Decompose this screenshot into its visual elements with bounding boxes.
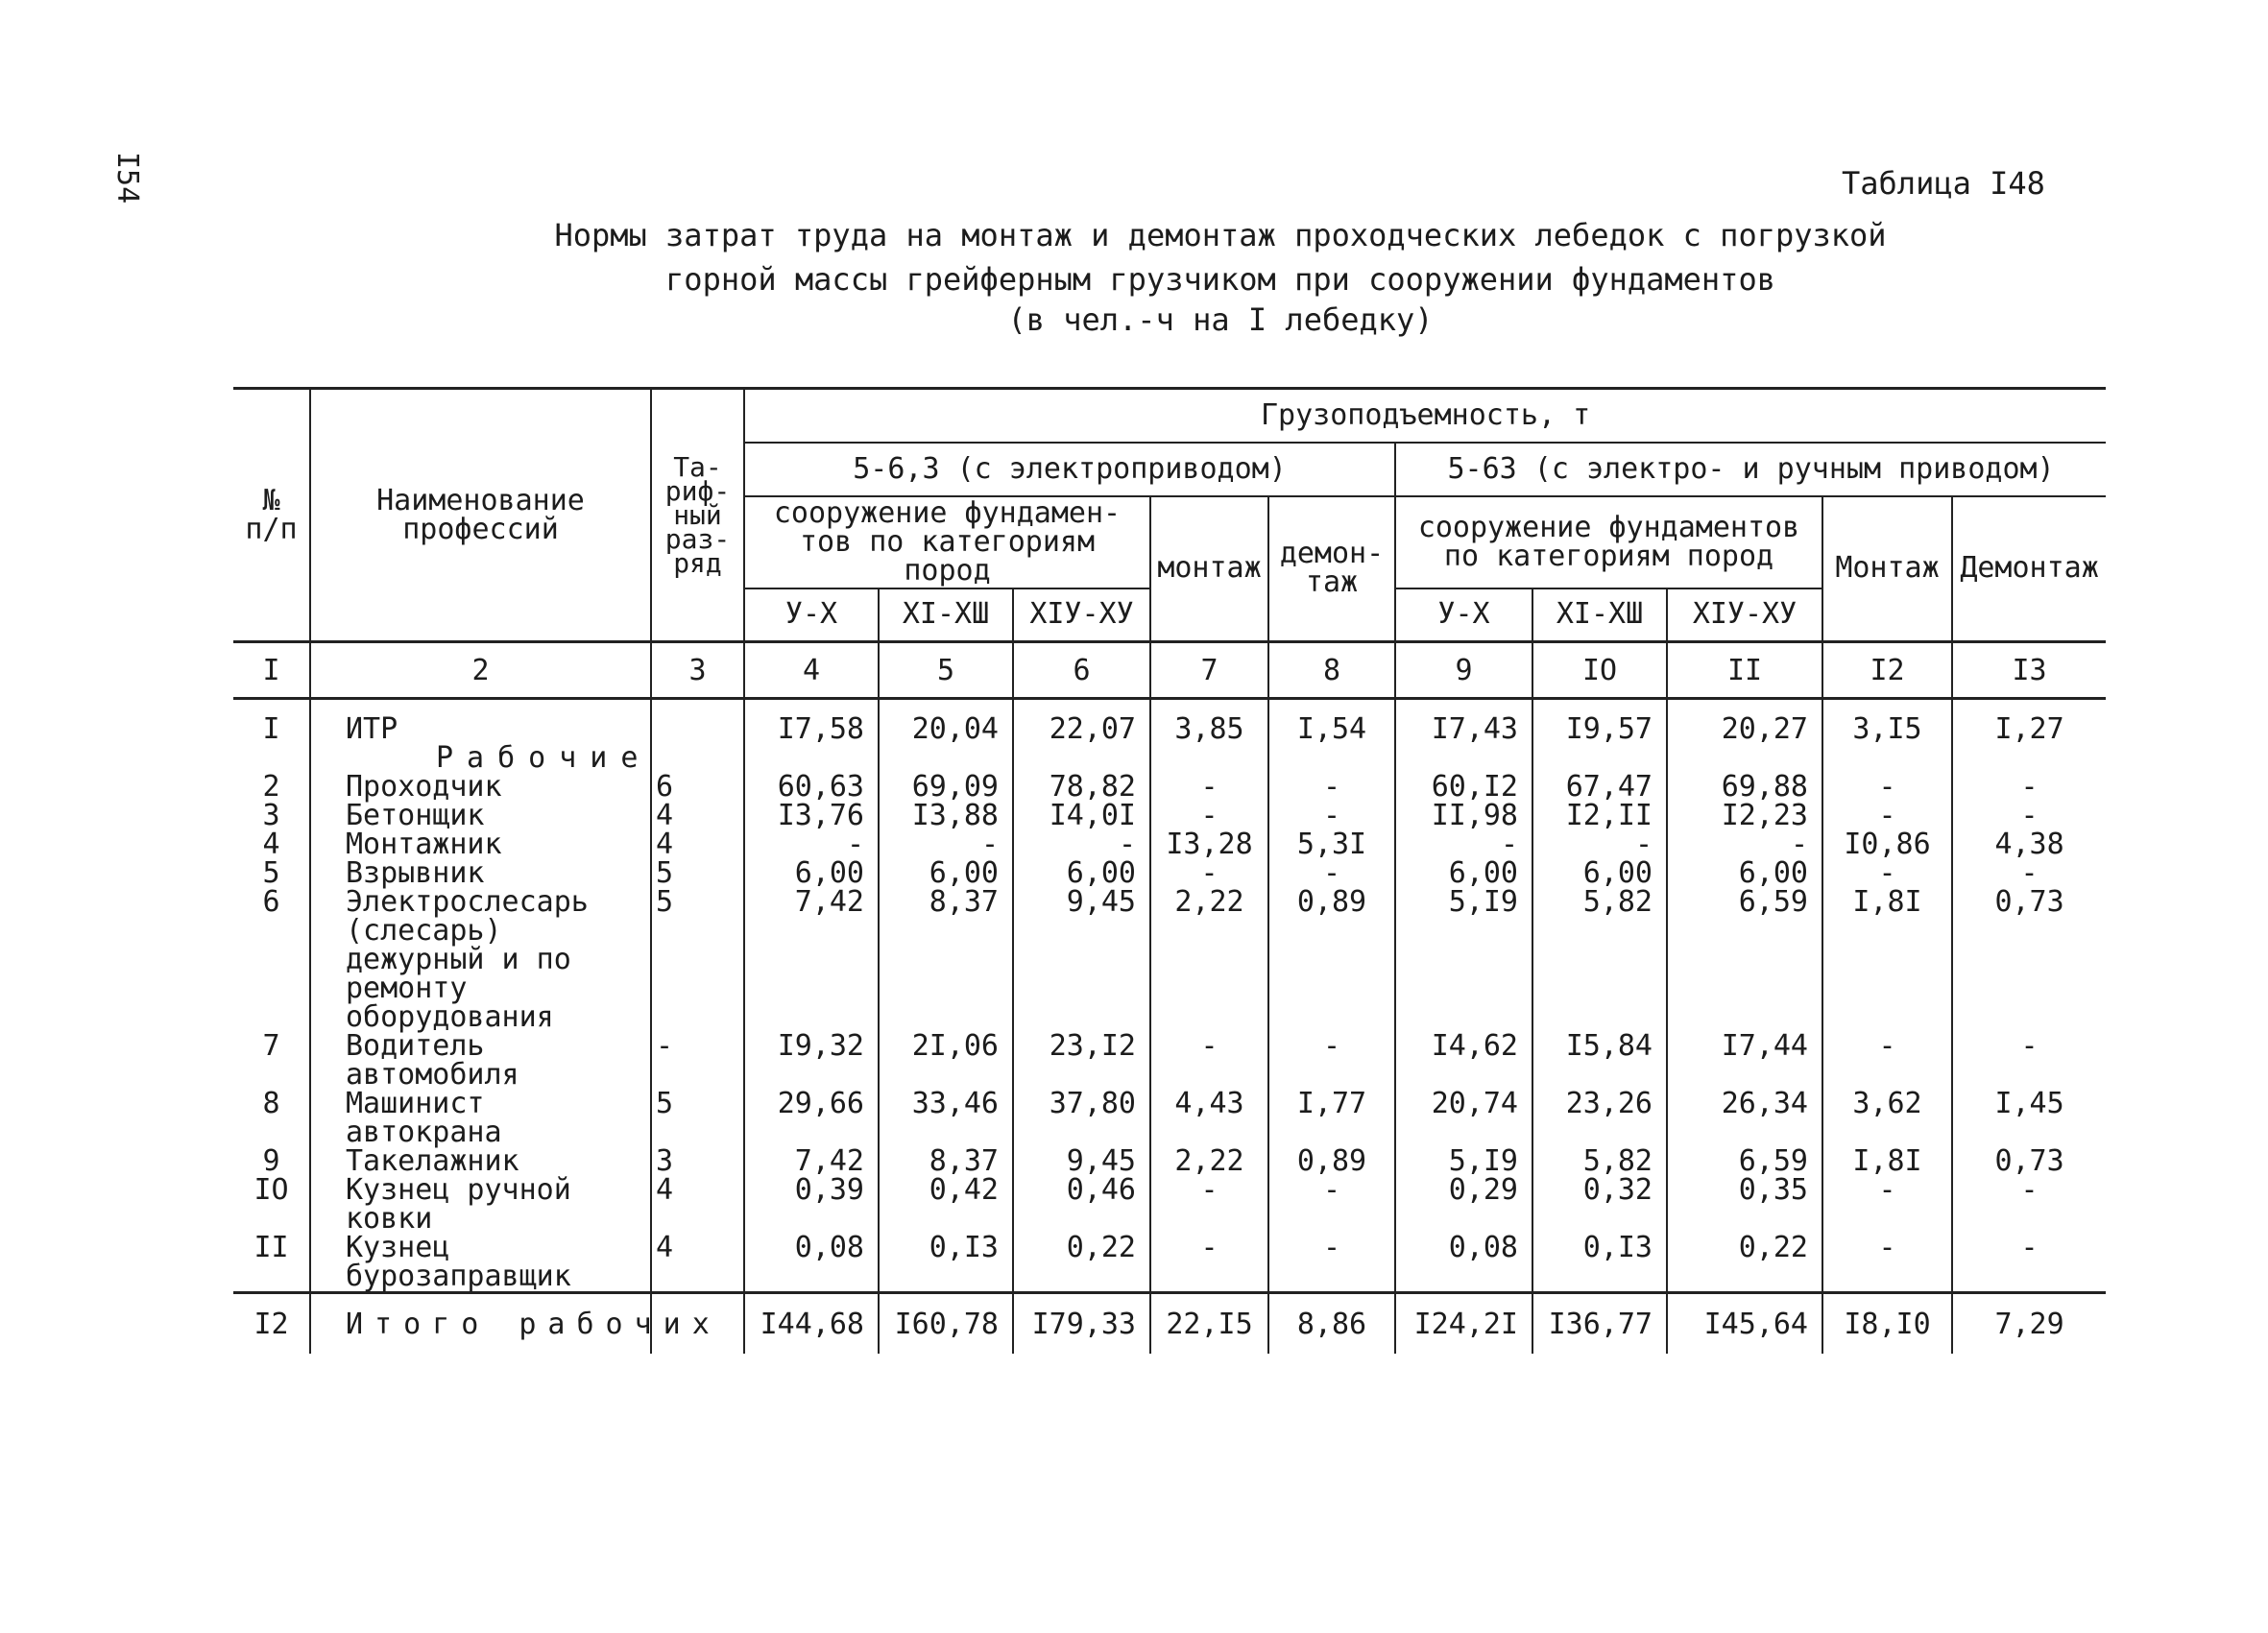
column-number: IO — [1532, 642, 1667, 699]
table-row — [233, 1032, 2106, 1090]
value-cell: 0,08 — [1395, 1234, 1532, 1293]
column-number: 2 — [310, 642, 651, 699]
value-cell: I3,88 — [879, 802, 1013, 830]
value-cell: 67,47 — [1532, 773, 1667, 802]
empty-cell — [651, 744, 744, 773]
header-grade: Та-риф-ный раз-ряд — [651, 389, 744, 642]
tariff-grade: 6 — [651, 773, 744, 802]
column-number: 4 — [744, 642, 879, 699]
value-cell: - — [1150, 773, 1268, 802]
column-number: I — [233, 642, 310, 699]
value-cell: 20,74 — [1395, 1090, 1532, 1147]
tariff-grade: - — [651, 1032, 744, 1090]
table-body — [233, 712, 2106, 1354]
column-number: 9 — [1395, 642, 1532, 699]
value-cell: 6,00 — [1395, 859, 1532, 888]
empty-cell — [1268, 744, 1395, 773]
profession-name: Такелажник — [310, 1147, 651, 1176]
header-cat-a-3: ХIУ-ХУ — [1013, 588, 1150, 642]
value-cell: 2,22 — [1150, 888, 1268, 1032]
value-cell: 6,59 — [1667, 1147, 1822, 1176]
value-cell: I3,28 — [1150, 830, 1268, 859]
column-number: 5 — [879, 642, 1013, 699]
value-cell: I7,58 — [744, 715, 879, 744]
value-cell: 29,66 — [744, 1090, 879, 1147]
table-row — [233, 1293, 2106, 1355]
value-cell: 0,73 — [1952, 1147, 2106, 1176]
value-cell: I44,68 — [744, 1293, 879, 1355]
value-cell: 6,00 — [1532, 859, 1667, 888]
value-cell: I24,2I — [1395, 1293, 1532, 1355]
value-cell: - — [1952, 1234, 2106, 1293]
value-cell: 0,89 — [1268, 888, 1395, 1032]
value-cell: - — [1268, 1234, 1395, 1293]
header-cat-a-1: У-Х — [744, 588, 879, 642]
value-cell: - — [1150, 1234, 1268, 1293]
column-number: I3 — [1952, 642, 2106, 699]
header-mount-b: Монтаж — [1822, 496, 1952, 642]
table-row — [233, 715, 2106, 744]
value-cell: I9,57 — [1532, 715, 1667, 744]
value-cell: - — [1952, 859, 2106, 888]
value-cell: I4,62 — [1395, 1032, 1532, 1090]
header-group-electric: 5-6,3 (с электроприводом) — [744, 443, 1395, 496]
empty-cell — [744, 744, 879, 773]
value-cell: - — [1395, 830, 1532, 859]
row-number: 2 — [233, 773, 310, 802]
header-dismount-b: Демонтаж — [1952, 496, 2106, 642]
value-cell: 23,I2 — [1013, 1032, 1150, 1090]
header-dismount-a: демон-таж — [1268, 496, 1395, 642]
empty-cell — [1667, 744, 1822, 773]
value-cell: 60,I2 — [1395, 773, 1532, 802]
value-cell: - — [1822, 1234, 1952, 1293]
value-cell: 60,63 — [744, 773, 879, 802]
value-cell: - — [879, 830, 1013, 859]
page-number: I54 — [110, 152, 144, 204]
empty-cell — [1013, 744, 1150, 773]
table-row — [233, 1176, 2106, 1234]
value-cell: - — [1822, 1032, 1952, 1090]
value-cell: I4,0I — [1013, 802, 1150, 830]
value-cell: 5,82 — [1532, 888, 1667, 1032]
value-cell: 6,00 — [879, 859, 1013, 888]
section-row — [233, 744, 2106, 773]
tariff-grade — [651, 715, 744, 744]
value-cell: 0,08 — [744, 1234, 879, 1293]
value-cell: 3,62 — [1822, 1090, 1952, 1147]
value-cell: 0,89 — [1268, 1147, 1395, 1176]
value-cell: - — [1822, 773, 1952, 802]
value-cell: 4,38 — [1952, 830, 2106, 859]
table-title-line-3: (в чел.-ч на I лебедку) — [1007, 301, 1434, 338]
table-label: Таблица I48 — [1842, 165, 2045, 202]
value-cell: - — [1952, 773, 2106, 802]
column-number: II — [1667, 642, 1822, 699]
table-row — [233, 773, 2106, 802]
table-row — [233, 859, 2106, 888]
value-cell: - — [1268, 802, 1395, 830]
labor-norms-table — [233, 387, 2106, 1354]
value-cell: - — [1667, 830, 1822, 859]
column-number: 7 — [1150, 642, 1268, 699]
header-mount-a: монтаж — [1150, 496, 1268, 642]
empty-cell — [1532, 744, 1667, 773]
value-cell: - — [744, 830, 879, 859]
profession-name: Кузнец ручной ковки — [310, 1176, 651, 1234]
empty-cell — [1952, 744, 2106, 773]
header-no: № п/п — [233, 389, 310, 642]
value-cell: I0,86 — [1822, 830, 1952, 859]
value-cell: 7,42 — [744, 888, 879, 1032]
table-title-line-2: горной массы грейферным грузчиком при сооружении фундаментов — [665, 261, 1775, 298]
value-cell: 22,07 — [1013, 715, 1150, 744]
table-row — [233, 830, 2106, 859]
value-cell: - — [1150, 1176, 1268, 1234]
table-row — [233, 1147, 2106, 1176]
value-cell: 0,32 — [1532, 1176, 1667, 1234]
row-number: I2 — [233, 1293, 310, 1355]
tariff-grade: 5 — [651, 1090, 744, 1147]
value-cell: - — [1952, 802, 2106, 830]
value-cell: - — [1822, 1176, 1952, 1234]
value-cell: 6,00 — [1667, 859, 1822, 888]
value-cell: 9,45 — [1013, 888, 1150, 1032]
value-cell: - — [1952, 1032, 2106, 1090]
row-number: IO — [233, 1176, 310, 1234]
header-cat-a-2: ХI-ХШ — [879, 588, 1013, 642]
profession-name: Бетонщик — [310, 802, 651, 830]
row-number: 5 — [233, 859, 310, 888]
section-workers-label: Рабочие — [310, 744, 651, 773]
value-cell: 0,35 — [1667, 1176, 1822, 1234]
value-cell: 6,59 — [1667, 888, 1822, 1032]
row-number: 6 — [233, 888, 310, 1032]
value-cell: I2,II — [1532, 802, 1667, 830]
row-number: 8 — [233, 1090, 310, 1147]
column-number: 6 — [1013, 642, 1150, 699]
profession-name: Итого рабочих — [310, 1293, 651, 1355]
value-cell: 6,00 — [744, 859, 879, 888]
header-cat-b-1: У-Х — [1395, 588, 1532, 642]
section-spacer — [233, 744, 310, 773]
value-cell: 5,I9 — [1395, 888, 1532, 1032]
value-cell: 0,42 — [879, 1176, 1013, 1234]
value-cell: - — [1952, 1176, 2106, 1234]
value-cell: I7,44 — [1667, 1032, 1822, 1090]
value-cell: 69,88 — [1667, 773, 1822, 802]
value-cell: I,77 — [1268, 1090, 1395, 1147]
profession-name: Кузнец бурозаправщик — [310, 1234, 651, 1293]
value-cell: 23,26 — [1532, 1090, 1667, 1147]
header-cat-b-3: ХIУ-ХУ — [1667, 588, 1822, 642]
value-cell: I3,76 — [744, 802, 879, 830]
value-cell: 4,43 — [1150, 1090, 1268, 1147]
value-cell: - — [1013, 830, 1150, 859]
value-cell: II,98 — [1395, 802, 1532, 830]
column-number: I2 — [1822, 642, 1952, 699]
value-cell: 22,I5 — [1150, 1293, 1268, 1355]
value-cell: I,27 — [1952, 715, 2106, 744]
value-cell: I8,I0 — [1822, 1293, 1952, 1355]
value-cell: - — [1268, 1176, 1395, 1234]
value-cell: I60,78 — [879, 1293, 1013, 1355]
value-cell: I,54 — [1268, 715, 1395, 744]
value-cell: 3,I5 — [1822, 715, 1952, 744]
value-cell: 8,86 — [1268, 1293, 1395, 1355]
tariff-grade: 4 — [651, 802, 744, 830]
row-number: 9 — [233, 1147, 310, 1176]
value-cell: - — [1268, 1032, 1395, 1090]
profession-name: Монтажник — [310, 830, 651, 859]
header-profession: Наименование профессий — [310, 389, 651, 642]
value-cell: - — [1150, 1032, 1268, 1090]
value-cell: 0,22 — [1667, 1234, 1822, 1293]
value-cell: 0,73 — [1952, 888, 2106, 1032]
value-cell: I2,23 — [1667, 802, 1822, 830]
value-cell: - — [1268, 859, 1395, 888]
value-cell: I79,33 — [1013, 1293, 1150, 1355]
value-cell: I36,77 — [1532, 1293, 1667, 1355]
value-cell: 0,39 — [744, 1176, 879, 1234]
tariff-grade: 4 — [651, 830, 744, 859]
tariff-grade: 4 — [651, 1176, 744, 1234]
value-cell: 69,09 — [879, 773, 1013, 802]
empty-cell — [1150, 744, 1268, 773]
value-cell: - — [1822, 802, 1952, 830]
value-cell: I5,84 — [1532, 1032, 1667, 1090]
value-cell: 26,34 — [1667, 1090, 1822, 1147]
value-cell: 33,46 — [879, 1090, 1013, 1147]
value-cell: 2I,06 — [879, 1032, 1013, 1090]
header-foundation-b: сооружение фундаментов по категориям пород — [1395, 496, 1822, 588]
profession-name: ИТР — [310, 715, 651, 744]
value-cell: 7,29 — [1952, 1293, 2106, 1355]
value-cell: - — [1150, 802, 1268, 830]
value-cell: 78,82 — [1013, 773, 1150, 802]
table-row — [233, 1234, 2106, 1293]
table-row — [233, 888, 2106, 1032]
header-foundation-a: сооружение фундамен-тов по категориям пород — [744, 496, 1150, 588]
value-cell: 8,37 — [879, 1147, 1013, 1176]
value-cell: - — [1532, 830, 1667, 859]
value-cell: - — [1150, 859, 1268, 888]
value-cell: 8,37 — [879, 888, 1013, 1032]
value-cell: 5,82 — [1532, 1147, 1667, 1176]
profession-name: Машинист автокрана — [310, 1090, 651, 1147]
value-cell: 0,I3 — [1532, 1234, 1667, 1293]
value-cell: I45,64 — [1667, 1293, 1822, 1355]
value-cell: 5,I9 — [1395, 1147, 1532, 1176]
tariff-grade: 5 — [651, 888, 744, 1032]
column-number: 8 — [1268, 642, 1395, 699]
value-cell: 0,I3 — [879, 1234, 1013, 1293]
header-capacity: Грузоподъемность, т — [744, 389, 2106, 443]
value-cell: I,8I — [1822, 888, 1952, 1032]
value-cell: 3,85 — [1150, 715, 1268, 744]
value-cell: I,45 — [1952, 1090, 2106, 1147]
tariff-grade: 5 — [651, 859, 744, 888]
table-title-line-1: Нормы затрат труда на монтаж и демонтаж проходческих лебедок с погрузкой — [554, 217, 1887, 253]
value-cell: 5,3I — [1268, 830, 1395, 859]
empty-cell — [1822, 744, 1952, 773]
table-row — [233, 1090, 2106, 1147]
value-cell: - — [1268, 773, 1395, 802]
column-number-row — [233, 642, 2106, 699]
row-number: 7 — [233, 1032, 310, 1090]
profession-name: Водитель автомобиля — [310, 1032, 651, 1090]
value-cell: 7,42 — [744, 1147, 879, 1176]
value-cell: 0,29 — [1395, 1176, 1532, 1234]
value-cell: 37,80 — [1013, 1090, 1150, 1147]
row-number: 3 — [233, 802, 310, 830]
tariff-grade: 3 — [651, 1147, 744, 1176]
column-number: 3 — [651, 642, 744, 699]
profession-name: Электрослесарь (слесарь) дежурный и по ремонту оборудования — [310, 888, 651, 1032]
value-cell: I9,32 — [744, 1032, 879, 1090]
value-cell: 0,46 — [1013, 1176, 1150, 1234]
value-cell: 9,45 — [1013, 1147, 1150, 1176]
value-cell: 2,22 — [1150, 1147, 1268, 1176]
profession-name: Проходчик — [310, 773, 651, 802]
tariff-grade: 4 — [651, 1234, 744, 1293]
value-cell: 20,27 — [1667, 715, 1822, 744]
empty-cell — [879, 744, 1013, 773]
value-cell: 0,22 — [1013, 1234, 1150, 1293]
value-cell: 20,04 — [879, 715, 1013, 744]
empty-cell — [1395, 744, 1532, 773]
value-cell: - — [1822, 859, 1952, 888]
row-number: 4 — [233, 830, 310, 859]
header-group-electric-manual: 5-63 (с электро- и ручным приводом) — [1395, 443, 2106, 496]
value-cell: 6,00 — [1013, 859, 1150, 888]
header-cat-b-2: ХI-ХШ — [1532, 588, 1667, 642]
row-number: II — [233, 1234, 310, 1293]
value-cell: I,8I — [1822, 1147, 1952, 1176]
value-cell: I7,43 — [1395, 715, 1532, 744]
table-row — [233, 802, 2106, 830]
row-number: I — [233, 715, 310, 744]
profession-name: Взрывник — [310, 859, 651, 888]
